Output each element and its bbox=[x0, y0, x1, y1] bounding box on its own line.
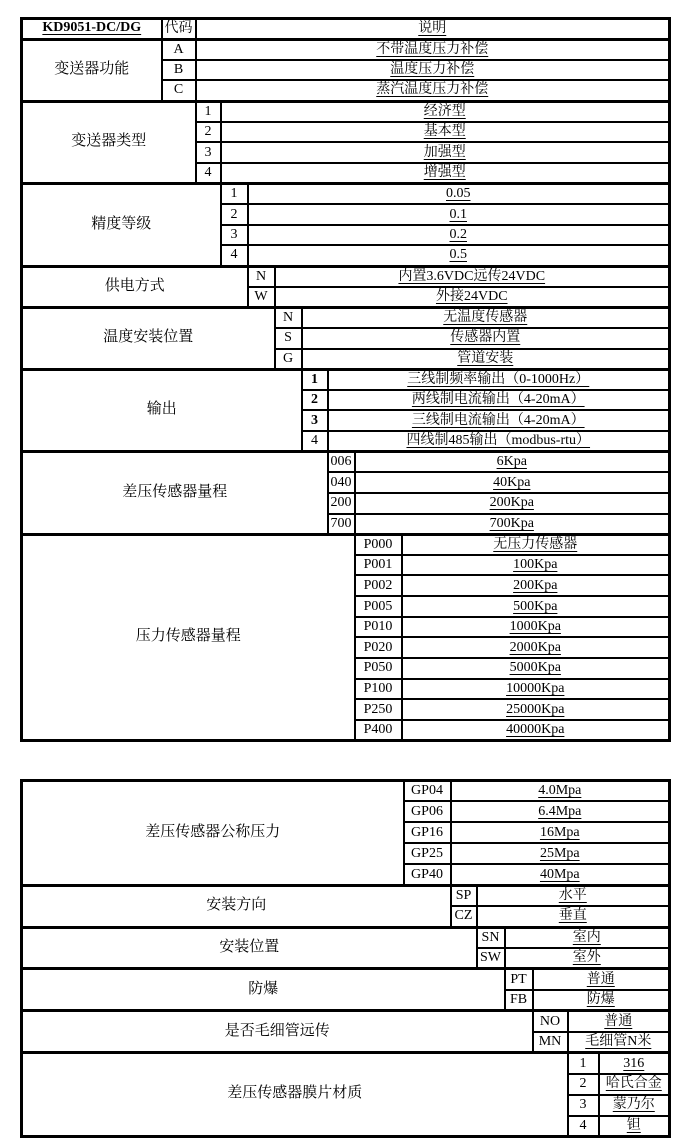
code-cell: 4 bbox=[302, 431, 328, 452]
ordering-code-table-top bbox=[20, 17, 671, 742]
section-label-accuracy-class: 精度等级 bbox=[22, 184, 221, 267]
table-row bbox=[22, 927, 670, 948]
code-cell: GP04 bbox=[404, 781, 451, 802]
code-cell: A bbox=[162, 39, 196, 60]
code-cell: 3 bbox=[196, 142, 221, 163]
desc-cell: 两线制电流输出（4-20mA） bbox=[328, 390, 670, 411]
code-cell: P020 bbox=[355, 637, 402, 658]
desc-cell: 无温度传感器 bbox=[302, 307, 670, 328]
code-column-header: 代码 bbox=[162, 19, 196, 40]
code-cell: B bbox=[162, 60, 196, 81]
section-label-mount-location: 安装位置 bbox=[22, 927, 477, 969]
table-row bbox=[22, 1011, 670, 1032]
desc-cell: 传感器内置 bbox=[302, 328, 670, 349]
table-row bbox=[22, 307, 670, 328]
section-label-mount-direction: 安装方向 bbox=[22, 885, 451, 927]
desc-cell: 三线制频率输出（0-1000Hz） bbox=[328, 369, 670, 390]
code-cell: P050 bbox=[355, 658, 402, 679]
code-cell: 3 bbox=[302, 410, 328, 431]
desc-cell: 基本型 bbox=[221, 122, 670, 143]
desc-cell: 25Mpa bbox=[451, 843, 670, 864]
code-cell: GP40 bbox=[404, 864, 451, 885]
code-cell: 4 bbox=[196, 163, 221, 184]
desc-cell: 5000Kpa bbox=[402, 658, 670, 679]
section-label-transmitter-function: 变送器功能 bbox=[22, 39, 162, 101]
code-cell: 1 bbox=[302, 369, 328, 390]
section-label-diaphragm-material: 差压传感器膜片材质 bbox=[22, 1053, 568, 1137]
desc-cell: 普通 bbox=[533, 969, 670, 990]
code-cell: P250 bbox=[355, 699, 402, 720]
desc-cell: 10000Kpa bbox=[402, 679, 670, 700]
desc-cell: 700Kpa bbox=[355, 514, 670, 535]
table-row bbox=[22, 369, 670, 390]
code-cell: GP16 bbox=[404, 822, 451, 843]
table-row bbox=[22, 1053, 670, 1074]
code-cell: 3 bbox=[221, 225, 248, 246]
desc-cell: 0.2 bbox=[248, 225, 670, 246]
table-row bbox=[22, 266, 670, 287]
code-cell: CZ bbox=[451, 906, 477, 927]
desc-cell: 4.0Mpa bbox=[451, 781, 670, 802]
code-cell: 1 bbox=[568, 1053, 599, 1074]
code-cell: NO bbox=[533, 1011, 568, 1032]
code-cell: GP25 bbox=[404, 843, 451, 864]
desc-cell: 蒙乃尔 bbox=[599, 1095, 670, 1116]
table-row bbox=[22, 969, 670, 990]
section-label-output: 输出 bbox=[22, 369, 302, 452]
desc-cell: 0.1 bbox=[248, 204, 670, 225]
section-label-temp-mount-position: 温度安装位置 bbox=[22, 307, 275, 369]
desc-cell: 水平 bbox=[477, 885, 670, 906]
code-cell: 200 bbox=[328, 493, 355, 514]
code-cell: MN bbox=[533, 1032, 568, 1053]
code-cell: W bbox=[248, 287, 275, 308]
code-cell: P000 bbox=[355, 534, 402, 555]
desc-cell: 6.4Mpa bbox=[451, 801, 670, 822]
desc-cell: 蒸汽温度压力补偿 bbox=[196, 80, 670, 101]
desc-cell: 2000Kpa bbox=[402, 637, 670, 658]
code-cell: SW bbox=[477, 948, 505, 969]
code-cell: P010 bbox=[355, 617, 402, 638]
desc-cell: 加强型 bbox=[221, 142, 670, 163]
desc-cell: 哈氏合金 bbox=[599, 1074, 670, 1095]
desc-cell: 不带温度压力补偿 bbox=[196, 39, 670, 60]
code-cell: 2 bbox=[196, 122, 221, 143]
section-label-dp-sensor-range: 差压传感器量程 bbox=[22, 452, 328, 535]
section-label-power-supply: 供电方式 bbox=[22, 266, 248, 307]
section-label-transmitter-type: 变送器类型 bbox=[22, 101, 196, 184]
desc-cell: 温度压力补偿 bbox=[196, 60, 670, 81]
table-header-row bbox=[22, 19, 670, 40]
code-cell: 1 bbox=[196, 101, 221, 122]
desc-cell: 16Mpa bbox=[451, 822, 670, 843]
section-label-capillary-remote: 是否毛细管远传 bbox=[22, 1011, 533, 1053]
code-cell: SN bbox=[477, 927, 505, 948]
code-cell: P100 bbox=[355, 679, 402, 700]
code-cell: P002 bbox=[355, 575, 402, 596]
table-row bbox=[22, 885, 670, 906]
desc-cell: 25000Kpa bbox=[402, 699, 670, 720]
code-cell: 3 bbox=[568, 1095, 599, 1116]
desc-cell: 0.05 bbox=[248, 184, 670, 205]
table-row bbox=[22, 781, 670, 802]
code-cell: 2 bbox=[568, 1074, 599, 1095]
table-row bbox=[22, 39, 670, 60]
desc-cell: 500Kpa bbox=[402, 596, 670, 617]
desc-cell: 经济型 bbox=[221, 101, 670, 122]
desc-cell: 垂直 bbox=[477, 906, 670, 927]
desc-cell: 6Kpa bbox=[355, 452, 670, 473]
code-cell: 006 bbox=[328, 452, 355, 473]
code-cell: P400 bbox=[355, 720, 402, 741]
table-row bbox=[22, 534, 670, 555]
desc-cell: 管道安装 bbox=[302, 349, 670, 370]
desc-cell: 毛细管N米 bbox=[568, 1032, 670, 1053]
code-cell: GP06 bbox=[404, 801, 451, 822]
desc-cell: 室内 bbox=[505, 927, 670, 948]
desc-cell: 1000Kpa bbox=[402, 617, 670, 638]
code-cell: 4 bbox=[568, 1116, 599, 1137]
code-cell: 040 bbox=[328, 472, 355, 493]
code-cell: P001 bbox=[355, 555, 402, 576]
desc-cell: 三线制电流输出（4-20mA） bbox=[328, 410, 670, 431]
code-cell: N bbox=[248, 266, 275, 287]
table-row bbox=[22, 452, 670, 473]
section-label-pressure-sensor-range: 压力传感器量程 bbox=[22, 534, 355, 740]
code-cell: P005 bbox=[355, 596, 402, 617]
code-cell: C bbox=[162, 80, 196, 101]
desc-cell: 40000Kpa bbox=[402, 720, 670, 741]
desc-cell: 四线制485输出（modbus-rtu） bbox=[328, 431, 670, 452]
desc-cell: 316 bbox=[599, 1053, 670, 1074]
ordering-code-table-bottom bbox=[20, 779, 671, 1138]
desc-cell: 100Kpa bbox=[402, 555, 670, 576]
code-cell: PT bbox=[505, 969, 533, 990]
desc-cell: 40Mpa bbox=[451, 864, 670, 885]
desc-cell: 200Kpa bbox=[402, 575, 670, 596]
desc-cell: 防爆 bbox=[533, 990, 670, 1011]
desc-cell: 200Kpa bbox=[355, 493, 670, 514]
code-cell: 700 bbox=[328, 514, 355, 535]
section-label-dp-nominal-pressure: 差压传感器公称压力 bbox=[22, 781, 404, 886]
code-cell: SP bbox=[451, 885, 477, 906]
code-cell: N bbox=[275, 307, 302, 328]
code-cell: 4 bbox=[221, 245, 248, 266]
table-row bbox=[22, 184, 670, 205]
code-cell: 1 bbox=[221, 184, 248, 205]
desc-cell: 普通 bbox=[568, 1011, 670, 1032]
code-cell: FB bbox=[505, 990, 533, 1011]
desc-cell: 增强型 bbox=[221, 163, 670, 184]
desc-cell: 外接24VDC bbox=[275, 287, 670, 308]
code-cell: S bbox=[275, 328, 302, 349]
desc-cell: 内置3.6VDC远传24VDC bbox=[275, 266, 670, 287]
desc-cell: 钽 bbox=[599, 1116, 670, 1137]
code-cell: G bbox=[275, 349, 302, 370]
desc-cell: 40Kpa bbox=[355, 472, 670, 493]
desc-cell: 0.5 bbox=[248, 245, 670, 266]
section-label-explosion-proof: 防爆 bbox=[22, 969, 505, 1011]
code-cell: 2 bbox=[302, 390, 328, 411]
desc-cell: 室外 bbox=[505, 948, 670, 969]
model-number: KD9051-DC/DG bbox=[22, 19, 162, 40]
description-column-header: 说明 bbox=[196, 19, 670, 40]
table-row bbox=[22, 101, 670, 122]
desc-cell: 无压力传感器 bbox=[402, 534, 670, 555]
code-cell: 2 bbox=[221, 204, 248, 225]
